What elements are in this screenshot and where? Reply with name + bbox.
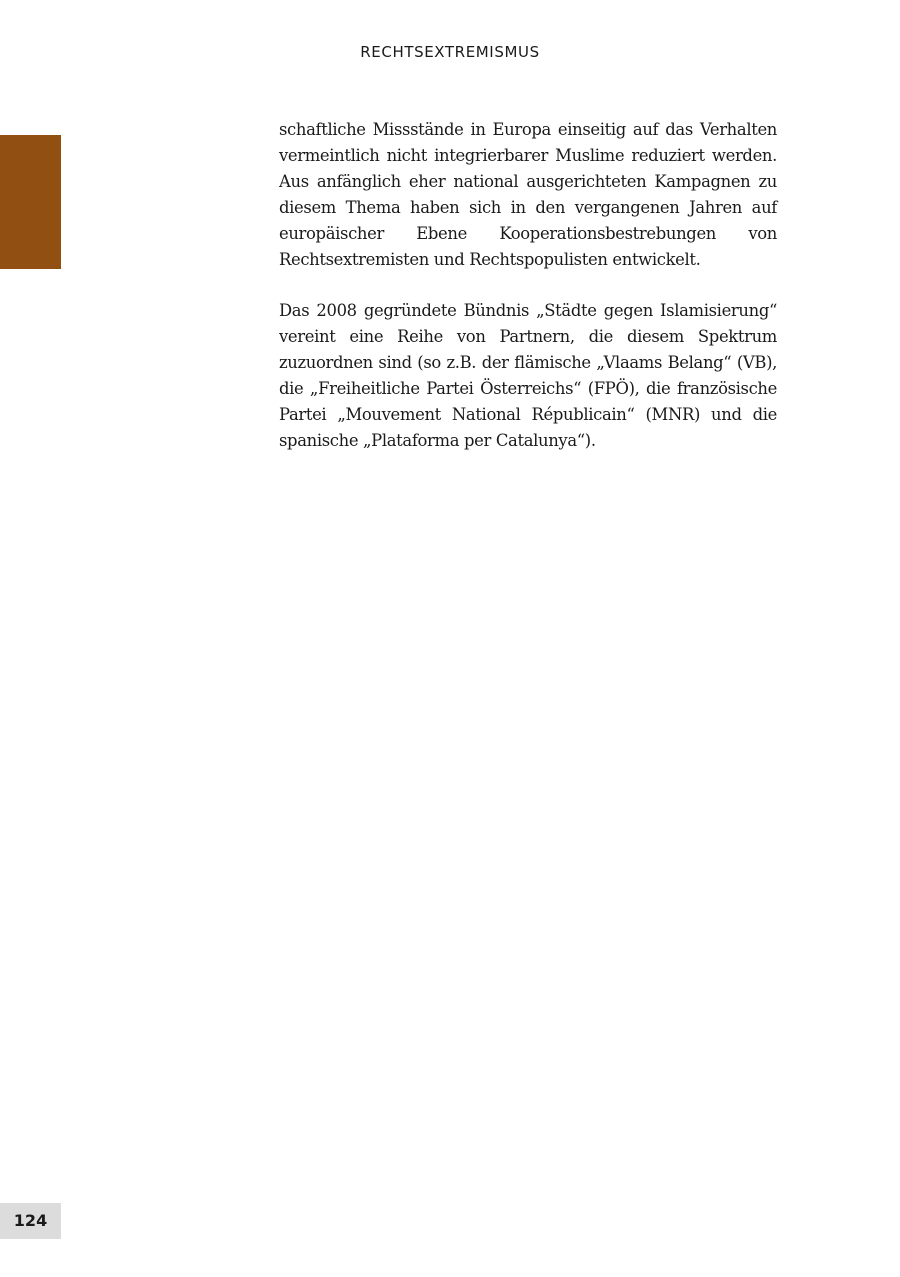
page-number: 124 bbox=[13, 1211, 48, 1230]
chapter-accent-tab bbox=[0, 135, 61, 269]
page-number-box bbox=[0, 1203, 61, 1239]
paragraph: schaftliche Missstände in Europa einseitig auf das Verhalten vermeintlich nicht integrierbarer Muslime reduziert werden. Aus anfänglich eher national ausgerichteten Kampagnen zu diesem Thema haben sich in den vergangenen Jahren auf europäischer Ebene Kooperationsbestrebungen von Rechtsextremisten und Rechtspopulisten entwickelt. bbox=[279, 120, 777, 269]
paragraph: Das 2008 gegründete Bündnis „Städte gegen Islamisierung“ vereint eine Reihe von Partnern, die diesem Spektrum zuzuordnen sind (so z.B. der flämische „Vlaams Belang“ (VB), die „Freiheitliche Partei Österreichs“ (FPÖ), die französische Partei „Mouvement National Républicain“ (MNR) und die spanische „Plataforma per Catalunya“). bbox=[279, 301, 777, 450]
body-text bbox=[279, 117, 777, 480]
running-header: RECHTSEXTREMISMUS bbox=[360, 43, 540, 61]
